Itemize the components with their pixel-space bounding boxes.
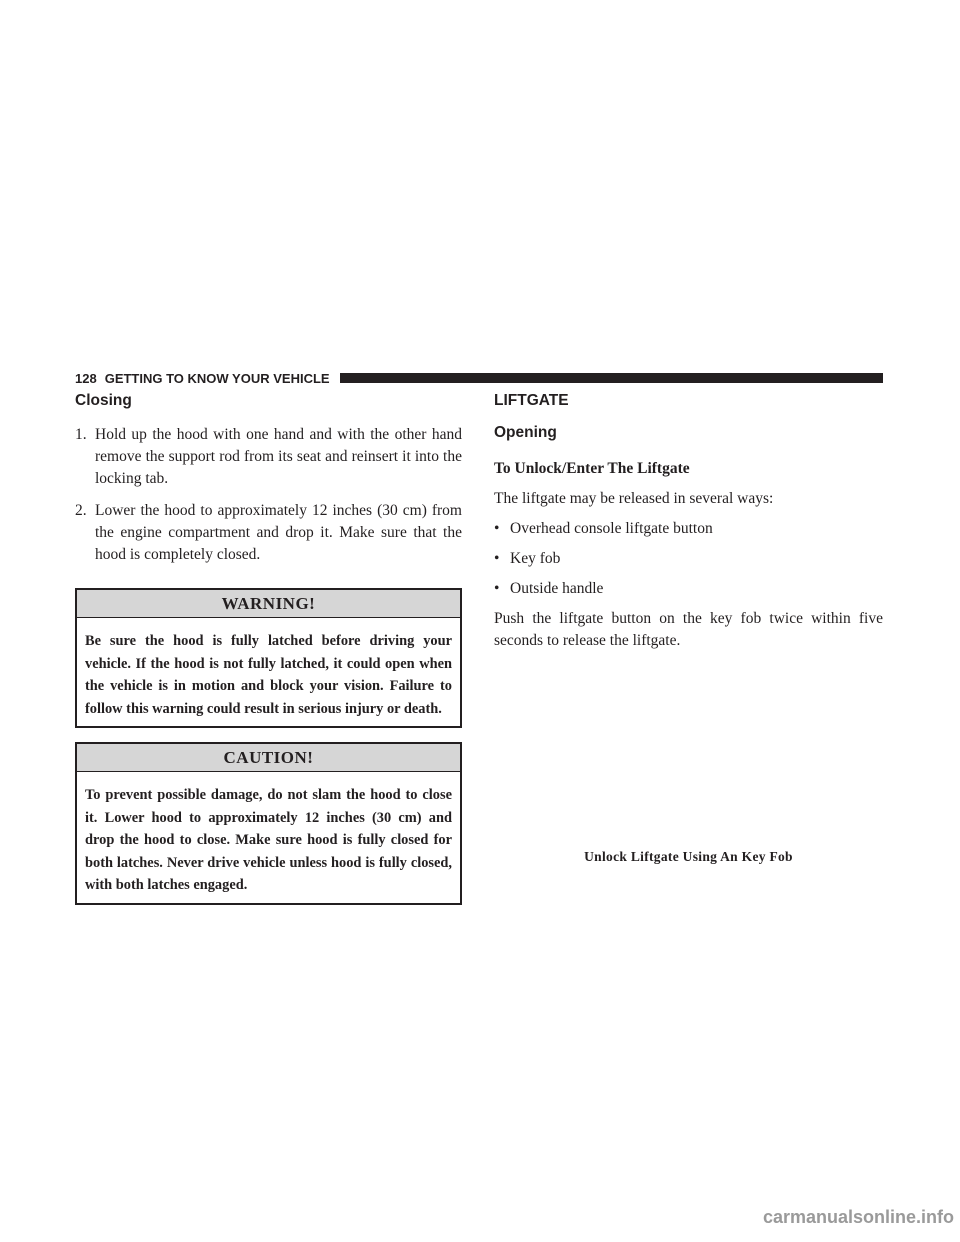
step-text: Lower the hood to approximately 12 inches (30 cm) from the engine compartment and drop it. Make sure that the hood is completely closed. [95,502,462,563]
list-item [494,548,883,570]
key-fob-figure-placeholder [494,640,883,840]
warning-body: Be sure the hood is fully latched before driving your vehicle. If the hood is not fully latched, it could open when the vehicle is in motion and block your vision. Failure to follow this warning could result in serious injury or death. [85,633,452,717]
watermark-text: carmanualsonline.info [762,1207,954,1227]
list-item [75,500,462,566]
bullet-text: Outside handle [510,580,604,597]
header-rule [340,373,883,383]
caution-title: CAUTION! [77,744,460,772]
closing-heading: Closing [75,392,132,409]
caution-body: To prevent possible damage, do not slam the hood to close it. Lower hood to approximately 12 inches (30 cm) and drop the hood to close. Make sure hood is fully closed for both latches. Never drive vehicle unless hood is fully closed, with both latches engaged. [85,787,452,893]
bullet-text: Key fob [510,550,561,567]
key-fob-paragraph: Push the liftgate button on the key fob twice within five seconds to release the liftgate. [494,610,883,649]
bullet-icon: • [494,520,500,537]
closing-steps [75,424,462,566]
right-column [494,392,883,652]
step-number: 2. [75,502,87,519]
step-number: 1. [75,426,87,443]
warning-title: WARNING! [77,590,460,618]
bullet-icon: • [494,580,500,597]
intro-text: The liftgate may be released in several ways: [494,490,774,507]
section-title: LIFTGATE [494,392,569,409]
page-header [75,370,883,386]
list-item [75,424,462,490]
page-number: 128 [75,370,97,386]
list-item [494,518,883,540]
warning-box [75,588,462,728]
release-methods-list [494,518,883,600]
opening-heading: Opening [494,424,557,441]
figure-caption: Unlock Liftgate Using An Key Fob [584,849,793,864]
unlock-subheading: To Unlock/Enter The Liftgate [494,460,690,477]
step-text: Hold up the hood with one hand and with the other hand remove the support rod from its seat and reinsert it into the locking tab. [95,426,462,487]
list-item [494,578,883,600]
chapter-title: GETTING TO KNOW YOUR VEHICLE [104,370,330,386]
bullet-text: Overhead console liftgate button [510,520,713,537]
left-column [75,392,462,905]
bullet-icon: • [494,550,500,567]
caution-box [75,742,462,905]
